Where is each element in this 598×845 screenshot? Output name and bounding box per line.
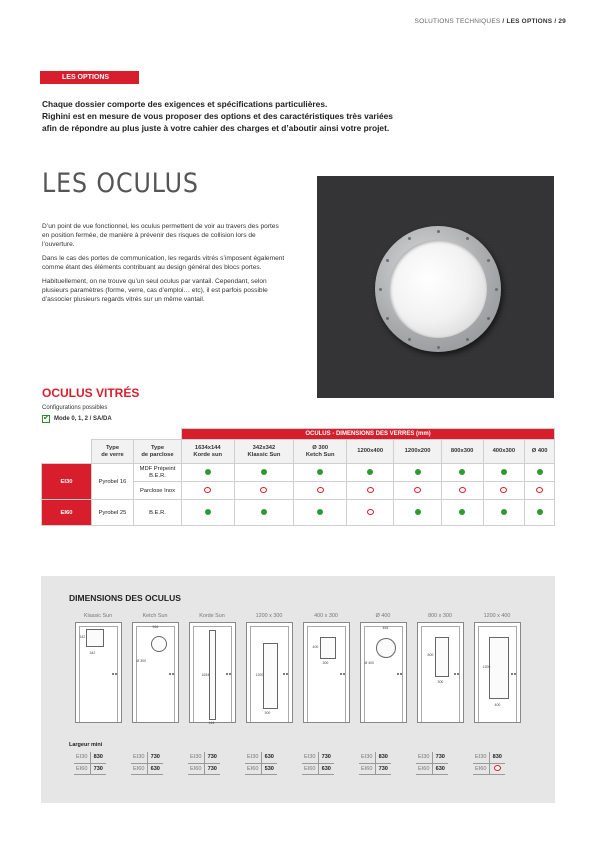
table-row bbox=[42, 500, 555, 526]
dim-label: 1634 bbox=[201, 673, 210, 677]
available-icon bbox=[317, 509, 323, 515]
available-icon bbox=[317, 469, 323, 475]
header-sep: / bbox=[500, 18, 507, 25]
bolt-icon bbox=[437, 230, 440, 233]
door-name: Klassic Sun bbox=[83, 613, 113, 619]
dim-label: 564 bbox=[152, 625, 159, 629]
status-cell bbox=[394, 500, 441, 526]
dim-label: Ø 300 bbox=[136, 659, 147, 663]
status-cell bbox=[394, 482, 441, 500]
ei-label: EI60 bbox=[302, 763, 318, 774]
width-value: 530 bbox=[261, 763, 277, 774]
door-name: 800 x 300 bbox=[428, 613, 452, 619]
status-cell bbox=[346, 500, 393, 526]
col-size: 1200x200 bbox=[394, 440, 441, 464]
status-cell bbox=[294, 464, 347, 482]
dim-label: 342 bbox=[89, 651, 96, 655]
door-ketch-sun bbox=[125, 613, 185, 723]
window-small bbox=[320, 637, 336, 659]
window-tall bbox=[263, 643, 278, 709]
width-value: 830 bbox=[375, 752, 391, 763]
dim-label: 300 bbox=[264, 711, 271, 715]
door-drawing bbox=[303, 622, 350, 723]
intro-line: Righini est en mesure de vous proposer des options et des caractéristiques très variées bbox=[42, 111, 393, 121]
status-cell bbox=[182, 500, 235, 526]
width-table bbox=[473, 752, 505, 775]
ei-label: EI60 bbox=[416, 763, 432, 774]
unavailable-icon bbox=[536, 487, 543, 493]
door-800x300 bbox=[410, 613, 470, 723]
intro-line: Chaque dossier comporte des exigences et spécifications particulières. bbox=[42, 99, 328, 109]
status-cell bbox=[234, 482, 294, 500]
width-value: 630 bbox=[318, 763, 334, 774]
oculus-table bbox=[41, 428, 555, 526]
available-icon bbox=[367, 469, 373, 475]
door-drawing bbox=[246, 622, 293, 723]
dim-label: 1200 bbox=[482, 665, 491, 669]
dimensions-title: DIMENSIONS DES OCULUS bbox=[69, 593, 181, 603]
bolt-icon bbox=[386, 259, 389, 262]
unavailable-icon bbox=[317, 487, 324, 493]
paragraph: D’un point de vue fonctionnel, les oculus permettent de voir au travers des portes en position fermée, de manière à prévenir des risques de collision lors de l’ouverture. bbox=[42, 223, 279, 248]
unavailable-icon bbox=[500, 487, 507, 493]
width-value: 730 bbox=[432, 752, 448, 763]
available-icon bbox=[205, 509, 211, 515]
door-name: Ketch Sun bbox=[142, 613, 168, 619]
table-row bbox=[42, 464, 555, 482]
table-group-header: OCULUS - DIMENSIONS DES VERRES (mm) bbox=[182, 429, 555, 440]
window-tall bbox=[209, 630, 216, 720]
door-drawing bbox=[189, 622, 236, 723]
status-cell bbox=[394, 464, 441, 482]
width-table bbox=[416, 752, 448, 775]
door-1200x400 bbox=[467, 613, 527, 723]
dim-label: 800 bbox=[427, 653, 434, 657]
width-value: 630 bbox=[261, 752, 277, 763]
ei-label: EI30 bbox=[245, 752, 261, 763]
bolt-icon bbox=[487, 259, 490, 262]
unavailable-icon bbox=[459, 487, 466, 493]
status-cell bbox=[525, 500, 555, 526]
verre-cell: Pyrobel 25 bbox=[92, 500, 134, 526]
status-cell bbox=[483, 482, 525, 500]
door-name: Korde Sun bbox=[199, 613, 225, 619]
unavailable-icon bbox=[204, 487, 211, 493]
col-type-parclose: Type de parclose bbox=[134, 440, 182, 464]
status-cell bbox=[294, 482, 347, 500]
dim-label: 1200 bbox=[255, 673, 264, 677]
width-value: 730 bbox=[204, 763, 220, 774]
unavailable-icon bbox=[494, 765, 501, 771]
dim-label: 342 bbox=[79, 635, 86, 639]
dimensions-panel bbox=[41, 576, 555, 803]
width-value: 630 bbox=[432, 763, 448, 774]
ei-label: EI30 bbox=[359, 752, 375, 763]
ei-label: EI60 bbox=[473, 763, 489, 774]
door-drawing bbox=[474, 622, 521, 723]
status-cell bbox=[346, 464, 393, 482]
width-table bbox=[302, 752, 334, 775]
intro-line: afin de répondre au plus juste à votre cahier des charges et d’aboutir ainsi votre projet. bbox=[42, 123, 390, 133]
width-value: 830 bbox=[489, 752, 505, 763]
mode-line bbox=[42, 415, 112, 423]
width-value: 730 bbox=[147, 752, 163, 763]
ei-label: EI30 bbox=[131, 752, 147, 763]
window-medium bbox=[435, 637, 449, 677]
bolt-icon bbox=[466, 237, 469, 240]
paragraph: Dans le cas des portes de communication, les regards vitrés s’imposent également comme étant des éléments contribuant au design général des blocs portes. bbox=[42, 255, 285, 271]
body-text bbox=[42, 222, 287, 309]
dim-label: 400 bbox=[494, 703, 501, 707]
unavailable-icon bbox=[260, 487, 267, 493]
bolt-icon bbox=[487, 317, 490, 320]
window-round bbox=[376, 638, 396, 658]
door-drawing bbox=[417, 622, 464, 723]
ei-label: EI30 bbox=[302, 752, 318, 763]
ei-label: EI60 bbox=[245, 763, 261, 774]
col-size: 1634x144 Korde sun bbox=[182, 440, 235, 464]
available-icon bbox=[261, 509, 267, 515]
col-type-verre: Type de verre bbox=[92, 440, 134, 464]
status-cell bbox=[346, 482, 393, 500]
width-value: 730 bbox=[375, 763, 391, 774]
door-400x300 bbox=[296, 613, 356, 723]
door-drawing bbox=[360, 622, 407, 723]
width-value bbox=[489, 763, 505, 774]
bolt-icon bbox=[495, 288, 498, 291]
parclose-cell: Parclose Inox bbox=[134, 482, 182, 500]
ei-badge: EI60 bbox=[42, 500, 92, 526]
largeur-label: Largeur mini bbox=[69, 742, 103, 748]
bolt-icon bbox=[386, 317, 389, 320]
paragraph: Habituellement, on ne trouve qu’un seul oculus par vantail. Cependant, selon plusieurs paramètres (forme, verre, cas d’emploi… etc), il est parfois possible d’associer plusieurs regards vitrés sur un même vantail. bbox=[42, 278, 268, 303]
width-table bbox=[74, 752, 106, 775]
door-drawing bbox=[132, 622, 179, 723]
available-icon bbox=[537, 469, 543, 475]
status-cell bbox=[483, 464, 525, 482]
header-page: / 29 bbox=[552, 18, 566, 25]
status-cell bbox=[525, 482, 555, 500]
available-icon bbox=[205, 469, 211, 475]
width-table bbox=[359, 752, 391, 775]
width-value: 730 bbox=[90, 763, 106, 774]
dim-label: Ø 400 bbox=[364, 661, 375, 665]
door-1200x300 bbox=[239, 613, 299, 723]
intro-text bbox=[42, 98, 542, 134]
unavailable-icon bbox=[367, 509, 374, 515]
header-section: SOLUTIONS TECHNIQUES bbox=[414, 18, 501, 25]
oculus-vitres-title: OCULUS VITRÉS bbox=[42, 386, 140, 400]
width-table bbox=[188, 752, 220, 775]
window-square bbox=[86, 629, 104, 647]
parclose-cell: B.E.R. bbox=[134, 500, 182, 526]
bolt-icon bbox=[408, 237, 411, 240]
bolt-icon bbox=[437, 346, 440, 349]
page-title: LES OCULUS bbox=[42, 168, 199, 199]
col-size: Ø 400 bbox=[525, 440, 555, 464]
ei-label: EI60 bbox=[359, 763, 375, 774]
ei-label: EI30 bbox=[188, 752, 204, 763]
status-cell bbox=[525, 464, 555, 482]
ei-label: EI60 bbox=[188, 763, 204, 774]
available-icon bbox=[501, 469, 507, 475]
width-table bbox=[131, 752, 163, 775]
available-icon bbox=[415, 469, 421, 475]
page-header bbox=[415, 18, 566, 25]
ei-label: EI30 bbox=[416, 752, 432, 763]
status-cell bbox=[182, 482, 235, 500]
status-cell bbox=[483, 500, 525, 526]
oculus-photo bbox=[317, 176, 554, 398]
col-size: 800x300 bbox=[441, 440, 483, 464]
width-value: 830 bbox=[90, 752, 106, 763]
door-name: 1200 x 400 bbox=[483, 613, 511, 619]
available-icon bbox=[415, 509, 421, 515]
width-value: 730 bbox=[318, 752, 334, 763]
status-cell bbox=[294, 500, 347, 526]
available-icon bbox=[459, 509, 465, 515]
col-size: 400x300 bbox=[483, 440, 525, 464]
dim-label: 400 bbox=[312, 645, 319, 649]
available-icon bbox=[537, 509, 543, 515]
section-tag: LES OPTIONS bbox=[40, 71, 139, 84]
width-value: 730 bbox=[204, 752, 220, 763]
ei-label: EI30 bbox=[74, 752, 90, 763]
col-size: Ø 300 Ketch Sun bbox=[294, 440, 347, 464]
bolt-icon bbox=[408, 338, 411, 341]
checkbox-icon bbox=[42, 415, 50, 423]
ei-label: EI60 bbox=[74, 763, 90, 774]
verre-cell: Pyrobel 16 bbox=[92, 464, 134, 500]
door-name: Ø 400 bbox=[375, 613, 391, 619]
header-sub: LES OPTIONS bbox=[506, 18, 553, 25]
parclose-cell: MDF Prépeint B.E.R. bbox=[134, 464, 182, 482]
dim-label: 300 bbox=[322, 661, 329, 665]
unavailable-icon bbox=[367, 487, 374, 493]
porthole-frame bbox=[375, 226, 501, 352]
door-korde-sun bbox=[182, 613, 242, 723]
status-cell bbox=[182, 464, 235, 482]
mode-label: Mode 0, 1, 2 / SA/DA bbox=[54, 416, 112, 422]
available-icon bbox=[261, 469, 267, 475]
status-cell bbox=[234, 464, 294, 482]
door-klassic-sun bbox=[68, 613, 128, 723]
bolt-icon bbox=[466, 338, 469, 341]
width-table bbox=[245, 752, 277, 775]
status-cell bbox=[441, 464, 483, 482]
status-cell bbox=[441, 482, 483, 500]
col-size: 1200x400 bbox=[346, 440, 393, 464]
dim-label: 300 bbox=[437, 680, 444, 684]
bolt-icon bbox=[379, 288, 382, 291]
available-icon bbox=[501, 509, 507, 515]
available-icon bbox=[459, 469, 465, 475]
window-round bbox=[151, 636, 167, 652]
width-value: 630 bbox=[147, 763, 163, 774]
door-drawing bbox=[75, 622, 122, 723]
door-o400 bbox=[353, 613, 413, 723]
porthole-glass bbox=[389, 240, 487, 338]
door-name: 1200 x 300 bbox=[255, 613, 283, 619]
door-name: 400 x 300 bbox=[314, 613, 338, 619]
status-cell bbox=[234, 500, 294, 526]
col-size: 342x342 Klassic Sun bbox=[234, 440, 294, 464]
ei-label: EI30 bbox=[473, 752, 489, 763]
window-large bbox=[489, 637, 509, 699]
status-cell bbox=[441, 500, 483, 526]
dim-label: 144 bbox=[208, 721, 215, 725]
unavailable-icon bbox=[414, 487, 421, 493]
dim-label: 464 bbox=[382, 626, 389, 630]
config-label: Configurations possibles bbox=[42, 405, 108, 411]
ei-label: EI60 bbox=[131, 763, 147, 774]
ei-badge: EI30 bbox=[42, 464, 92, 500]
